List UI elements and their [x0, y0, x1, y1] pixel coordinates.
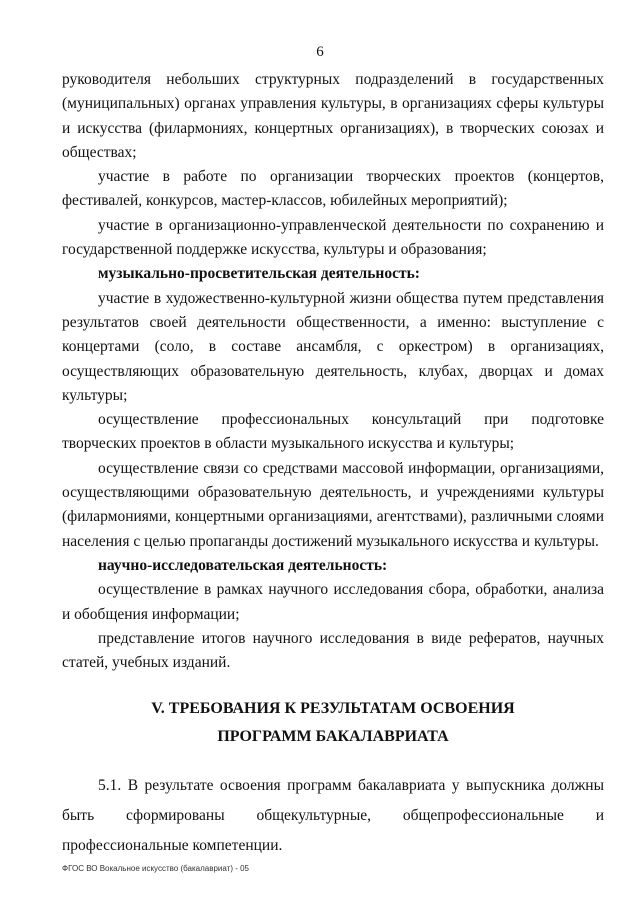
section-title-line-2: ПРОГРАММ БАКАЛАВРИАТА [217, 728, 449, 746]
paragraph: осуществление связи со средствами массовой информации, организациями, осуществляющими образовательную деятельность, и учреждениями культуры (филармониями, концертными организациями, агентствами), различными слоями населения с целью пропаганды достижений музыкального искусства и культуры. [62, 459, 604, 550]
paragraph: 5.1. В результате освоения программ бакалавриата у выпускника должны быть сформированы общекультурные, общепрофессиональные и профессиональные компетенции. [62, 777, 604, 855]
subsection-heading: музыкально-просветительская деятельность: [98, 265, 420, 283]
paragraph: участие в работе по организации творческих проектов (концертов, фестивалей, конкурсов, мастер-классов, юбилейных мероприятий); [62, 168, 604, 210]
paragraph: руководителя небольших структурных подразделений в государственных (муниципальных) органах управления культуры, в организациях сферы культуры и искусства (филармониях, концертных организациях), в творческих союзах и обществах; [62, 71, 604, 161]
section-title [62, 695, 604, 751]
paragraph: участие в организационно-управленческой деятельности по сохранению и государственной поддержке искусства, культуры и образования; [62, 216, 604, 259]
section-title-line-1: V. ТРЕБОВАНИЯ К РЕЗУЛЬТАТАМ ОСВОЕНИЯ [151, 700, 515, 718]
paragraph: представление итогов научного исследования в виде рефератов, научных статей, учебных изданий. [62, 629, 604, 672]
document-body [62, 68, 604, 861]
paragraph: участие в художественно-культурной жизни общества путем представления результатов своей деятельности общественности, а именно: выступление с концертами (соло, в составе ансамбля, с оркестром) в организациях, осуществляющих образовательную деятельность, клубах, дворцах и домах культуры; [62, 289, 604, 404]
footer-note: ФГОС ВО Вокальное искусство (бакалавриат) - 05 [62, 864, 249, 873]
paragraph: осуществление профессиональных консультаций при подготовке творческих проектов в области музыкального искусства и культуры; [62, 411, 604, 453]
page-number: 6 [316, 44, 324, 60]
subsection-heading: научно-исследовательская деятельность: [98, 556, 388, 574]
paragraph: осуществление в рамках научного исследования сбора, обработки, анализа и обобщения информации; [62, 581, 604, 623]
